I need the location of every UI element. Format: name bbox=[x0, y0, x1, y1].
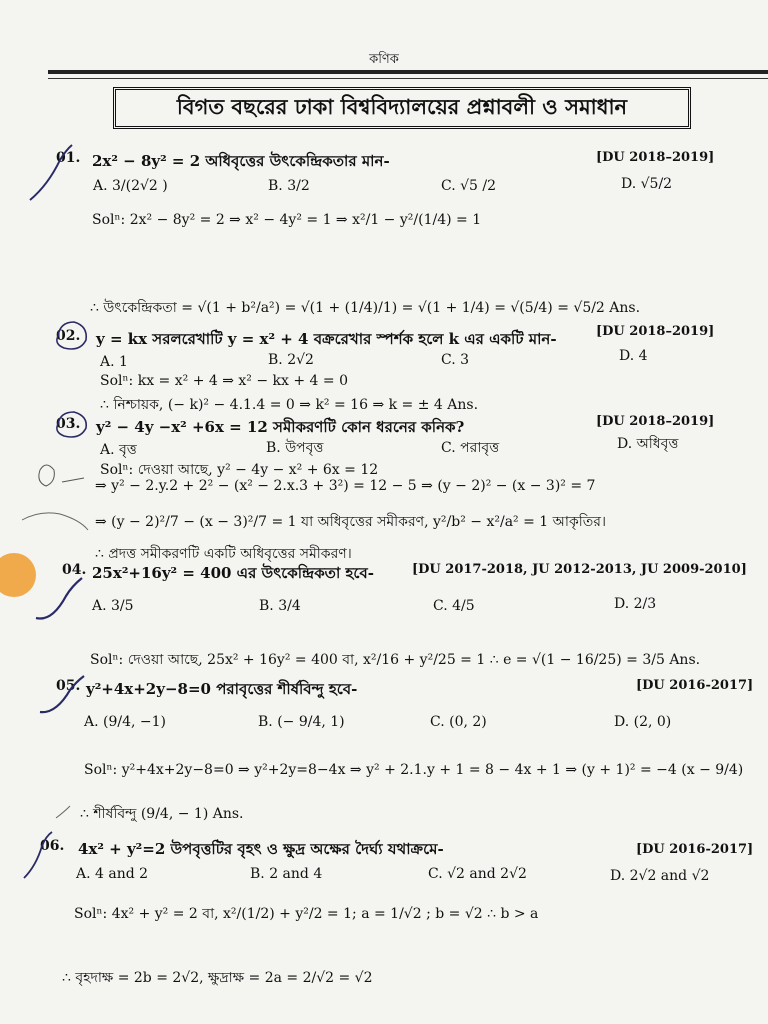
option-c: C. √2 and 2√2 bbox=[428, 866, 527, 882]
solution-line: ∴ উৎকেন্দ্রিকতা = √(1 + b²/a²) = √(1 + (1/4)/1) = √(1 + 1/4) = √(5/4) = √5/2 Ans. bbox=[90, 300, 641, 316]
solution-line: ⇒ y² − 2.y.2 + 2² − (x² − 2.x.3 + 3²) = 12 − 5 ⇒ (y − 2)² − (x − 3)² = 7 bbox=[95, 478, 596, 494]
option-b: B. 3/2 bbox=[268, 178, 310, 194]
question-reference: [DU 2017-2018, JU 2012-2013, JU 2009-2010] bbox=[412, 562, 747, 577]
page-title: বিগত বছরের ঢাকা বিশ্ববিদ্যালয়ের প্রশ্নাবলী ও সমাধান bbox=[176, 93, 628, 119]
solution-line: ⇒ (y − 2)²/7 − (x − 3)²/7 = 1 যা অধিবৃত্তের সমীকরণ, y²/b² − x²/a² = 1 আকৃতির। bbox=[95, 514, 606, 530]
option-d: D. 2/3 bbox=[614, 596, 657, 612]
question-reference: [DU 2018–2019] bbox=[596, 150, 715, 165]
question-text: 25x²+16y² = 400 এর উৎকেন্দ্রিকতা হবে- bbox=[92, 564, 374, 582]
question-text: y = kx সরলরেখাটি y = x² + 4 বক্ররেখার স্পর্শক হলে k এর একটি মান- bbox=[96, 330, 557, 348]
book-name: কণিক bbox=[369, 52, 399, 67]
option-b: B. 3/4 bbox=[259, 598, 301, 614]
option-b: B. উপবৃত্ত bbox=[266, 440, 324, 456]
question-reference: [DU 2018–2019] bbox=[596, 414, 715, 429]
option-c: C. পরাবৃত্ত bbox=[441, 440, 500, 456]
solution-line: ∴ নিশ্চায়ক, (− k)² − 4.1.4 = 0 ⇒ k² = 16 ⇒ k = ± 4 Ans. bbox=[100, 397, 479, 413]
question-number: 06. bbox=[40, 838, 65, 854]
question-number: 01. bbox=[56, 150, 81, 166]
option-d: D. 2√2 and √2 bbox=[610, 868, 710, 884]
option-b: B. 2 and 4 bbox=[250, 866, 323, 882]
question-text: y² − 4y −x² +6x = 12 সমীকরণটি কোন ধরনের কনিক? bbox=[96, 418, 465, 436]
question-number: 02. bbox=[56, 328, 81, 344]
solution-line: Solⁿ: y²+4x+2y−8=0 ⇒ y²+2y=8−4x ⇒ y² + 2.1.y + 1 = 8 − 4x + 1 ⇒ (y + 1)² = −4 (x − 9/4) bbox=[84, 762, 744, 778]
question-number: 05. bbox=[56, 678, 81, 694]
option-d: D. √5/2 bbox=[621, 176, 673, 192]
option-a: A. 3/(2√2 ) bbox=[93, 178, 168, 194]
solution-line: ∴ প্রদত্ত সমীকরণটি একটি অধিবৃত্তের সমীকরণ। bbox=[95, 546, 352, 562]
solution-line: Solⁿ: দেওয়া আছে, 25x² + 16y² = 400 বা, x²/16 + y²/25 = 1 ∴ e = √(1 − 16/25) = 3/5 Ans. bbox=[90, 652, 701, 668]
option-c: C. √5 /2 bbox=[441, 178, 497, 194]
question-text: y²+4x+2y−8=0 পরাবৃত্তের শীর্ষবিন্দু হবে- bbox=[86, 680, 358, 698]
solution-line: Solⁿ: 4x² + y² = 2 বা, x²/(1/2) + y²/2 = 1; a = 1/√2 ; b = √2 ∴ b > a bbox=[74, 906, 539, 922]
option-c: C. (0, 2) bbox=[430, 714, 487, 730]
option-b: B. 2√2 bbox=[268, 352, 314, 368]
solution-line: Solⁿ: দেওয়া আছে, y² − 4y − x² + 6x = 12 bbox=[100, 462, 379, 478]
option-a: A. (9/4, −1) bbox=[84, 714, 167, 730]
question-number: 03. bbox=[56, 416, 81, 432]
question-text: 2x² − 8y² = 2 অধিবৃত্তের উৎকেন্দ্রিকতার মান- bbox=[92, 152, 390, 170]
question-number: 04. bbox=[62, 562, 87, 578]
option-a: A. 3/5 bbox=[92, 598, 134, 614]
option-c: C. 3 bbox=[441, 352, 470, 368]
solution-line: ∴ বৃহদাক্ষ = 2b = 2√2, ক্ষুদ্রাক্ষ = 2a = 2/√2 = √2 bbox=[62, 970, 373, 986]
option-d: D. 4 bbox=[619, 348, 648, 364]
question-reference: [DU 2018–2019] bbox=[596, 324, 715, 339]
option-a: A. 1 bbox=[100, 354, 128, 370]
option-a: A. 4 and 2 bbox=[76, 866, 149, 882]
option-b: B. (− 9/4, 1) bbox=[258, 714, 345, 730]
option-a: A. বৃত্ত bbox=[100, 442, 137, 458]
solution-line: Solⁿ: kx = x² + 4 ⇒ x² − kx + 4 = 0 bbox=[100, 373, 349, 389]
option-c: C. 4/5 bbox=[433, 598, 475, 614]
option-d: D. অধিবৃত্ত bbox=[617, 436, 679, 452]
question-reference: [DU 2016-2017] bbox=[636, 678, 754, 693]
solution-line: ∴ শীর্ষবিন্দু (9/4, − 1) Ans. bbox=[80, 806, 244, 822]
question-reference: [DU 2016-2017] bbox=[636, 842, 754, 857]
option-d: D. (2, 0) bbox=[614, 714, 672, 730]
solution-line: Solⁿ: 2x² − 8y² = 2 ⇒ x² − 4y² = 1 ⇒ x²/1 − y²/(1/4) = 1 bbox=[92, 212, 482, 228]
question-text: 4x² + y²=2 উপবৃত্তটির বৃহৎ ও ক্ষুদ্র অক্ষের দৈর্ঘ্য যথাক্রমে- bbox=[78, 840, 444, 858]
